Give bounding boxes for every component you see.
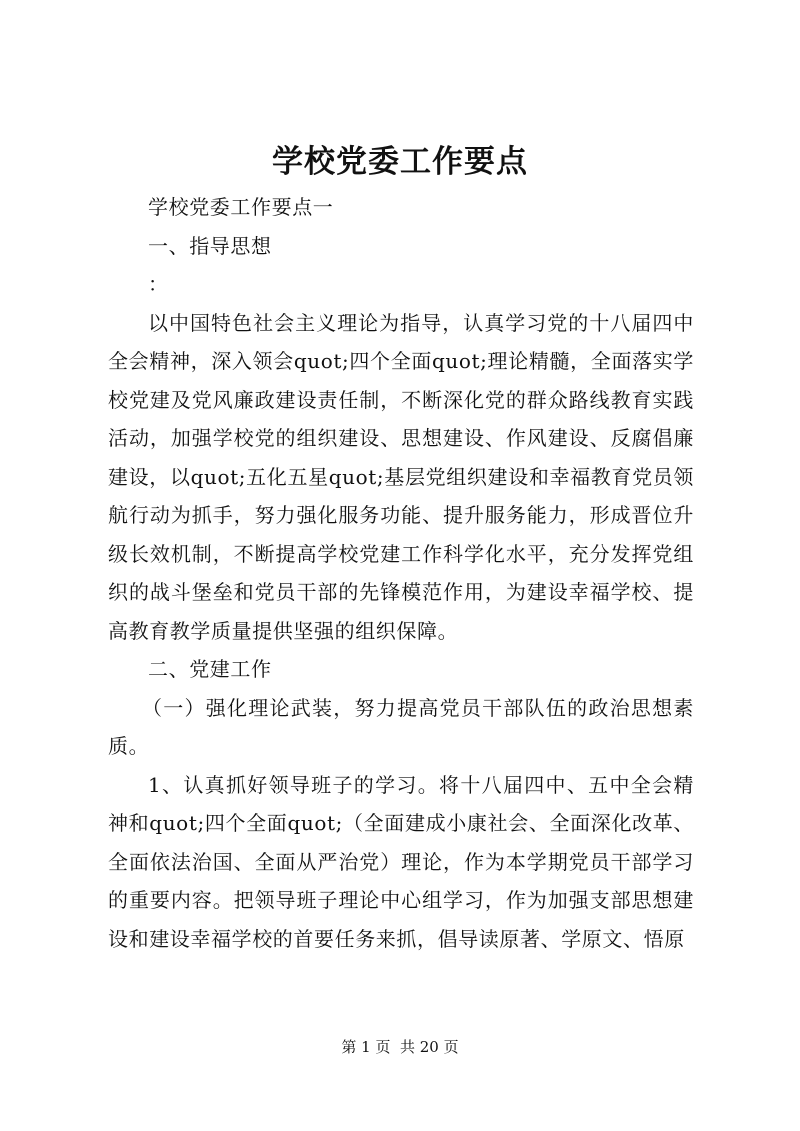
colon-line: ： (148, 272, 169, 296)
document-body (108, 188, 694, 958)
body-paragraph: 1、认真抓好领导班子的学习。将十八届四中、五中全会精神和quot;四个全面quot;（全面建成小康社会、全面深化改革、全面依法治国、全面从严治党）理论，作为本学期党员干部学习的重要内容。把领导班子理论中心组学习，作为加强支部思想建设和建设幸福学校的首要任务来抓，倡导读原著、学原文、悟原 (108, 772, 694, 951)
section-heading: 学校党委工作要点一 (148, 195, 334, 219)
subsection-heading: 二、党建工作 (148, 657, 272, 681)
subsection-heading: 一、指导思想 (148, 233, 272, 258)
body-paragraph: 以中国特色社会主义理论为指导，认真学习党的十八届四中全会精神，深入领会quot;四个全面quot;理论精髓，全面落实学校党建及党风廉政建设责任制，不断深化党的群众路线教育实践活动，加强学校党的组织建设、思想建设、作风建设、反腐倡廉建设，以quot;五化五星quot;基层党组织建设和幸福教育党员领航行动为抓手，努力强化服务功能、提升服务能力，形成晋位升级长效机制，不断提高学校党建工作科学化水平，充分发挥党组织的战斗堡垒和党员干部的先锋模范作用，为建设幸福学校、提高教育教学质量提供坚强的组织保障。 (108, 310, 694, 643)
page-footer (0, 1036, 800, 1058)
page-number-label: 第 1 页 共 20 页 (341, 1038, 459, 1056)
sub-item-heading: （一）强化理论武装，努力提高党员干部队伍的政治思想素质。 (108, 695, 694, 758)
document-title: 学校党委工作要点 (272, 144, 528, 180)
